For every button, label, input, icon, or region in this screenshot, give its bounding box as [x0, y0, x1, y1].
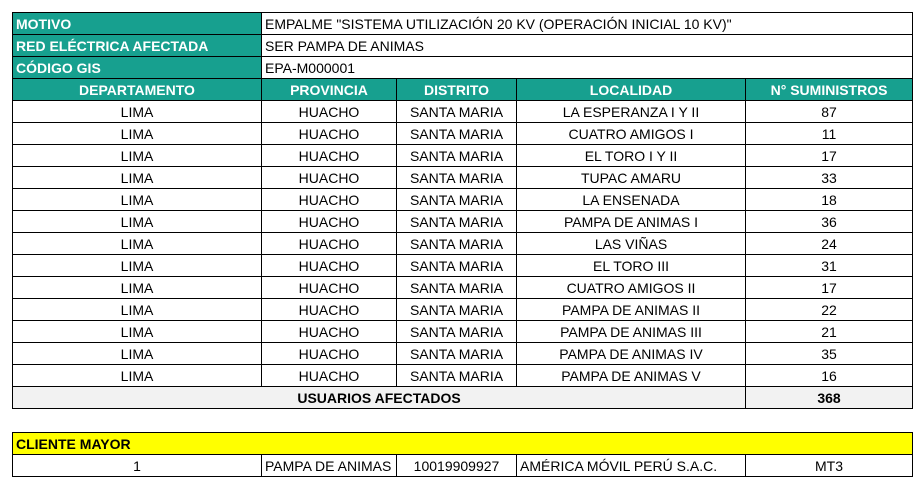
cell-distrito: SANTA MARIA: [397, 167, 517, 189]
cell-provincia: HUACHO: [262, 145, 397, 167]
cell-distrito: SANTA MARIA: [397, 299, 517, 321]
info-row-gis: [13, 57, 913, 79]
cell-distrito: SANTA MARIA: [397, 321, 517, 343]
cell-localidad: EL TORO I Y II: [517, 145, 746, 167]
table-row: [13, 343, 913, 365]
cell-suministros: 17: [746, 145, 913, 167]
cell-provincia: HUACHO: [262, 167, 397, 189]
cell-localidad: LA ESPERANZA I Y II: [517, 101, 746, 123]
cliente-mayor-table: [12, 432, 913, 477]
header-suministros: N° SUMINISTROS: [746, 79, 913, 101]
red-electrica-value: SER PAMPA DE ANIMAS: [262, 35, 913, 57]
cell-suministros: 21: [746, 321, 913, 343]
cell-distrito: SANTA MARIA: [397, 365, 517, 387]
cell-localidad: CUATRO AMIGOS I: [517, 123, 746, 145]
cell-distrito: SANTA MARIA: [397, 211, 517, 233]
cell-localidad: EL TORO III: [517, 255, 746, 277]
total-row: [13, 387, 913, 409]
cell-provincia: HUACHO: [262, 343, 397, 365]
cell-distrito: SANTA MARIA: [397, 233, 517, 255]
cell-departamento: LIMA: [13, 321, 262, 343]
table-row: [13, 189, 913, 211]
cell-provincia: HUACHO: [262, 123, 397, 145]
cell-suministros: 31: [746, 255, 913, 277]
cell-localidad: LAS VIÑAS: [517, 233, 746, 255]
cell-localidad: PAMPA DE ANIMAS I: [517, 211, 746, 233]
cell-provincia: HUACHO: [262, 211, 397, 233]
cell-distrito: SANTA MARIA: [397, 101, 517, 123]
cell-suministros: 33: [746, 167, 913, 189]
cell-departamento: LIMA: [13, 255, 262, 277]
cell-suministros: 36: [746, 211, 913, 233]
cell-departamento: LIMA: [13, 343, 262, 365]
motivo-label: MOTIVO: [13, 13, 262, 35]
cell-departamento: LIMA: [13, 101, 262, 123]
table-row: [13, 101, 913, 123]
header-departamento: DEPARTAMENTO: [13, 79, 262, 101]
column-header-row: [13, 79, 913, 101]
cell-localidad: PAMPA DE ANIMAS IV: [517, 343, 746, 365]
cell-provincia: HUACHO: [262, 189, 397, 211]
cell-provincia: HUACHO: [262, 277, 397, 299]
cell-provincia: HUACHO: [262, 321, 397, 343]
cell-distrito: SANTA MARIA: [397, 123, 517, 145]
cell-departamento: LIMA: [13, 233, 262, 255]
table-row: [13, 233, 913, 255]
table-row: [13, 299, 913, 321]
header-provincia: PROVINCIA: [262, 79, 397, 101]
table-row: [13, 211, 913, 233]
header-localidad: LOCALIDAD: [517, 79, 746, 101]
cell-provincia: HUACHO: [262, 101, 397, 123]
cell-distrito: SANTA MARIA: [397, 189, 517, 211]
cell-provincia: HUACHO: [262, 365, 397, 387]
table-row: [13, 255, 913, 277]
cell-distrito: SANTA MARIA: [397, 343, 517, 365]
motivo-value: EMPALME "SISTEMA UTILIZACIÓN 20 KV (OPERACIÓN INICIAL 10 KV)": [262, 13, 913, 35]
cell-suministros: 24: [746, 233, 913, 255]
cell-localidad: PAMPA DE ANIMAS II: [517, 299, 746, 321]
cell-suministros: 87: [746, 101, 913, 123]
cell-suministros: 35: [746, 343, 913, 365]
cell-localidad: CUATRO AMIGOS II: [517, 277, 746, 299]
cell-provincia: HUACHO: [262, 299, 397, 321]
table-row: [13, 123, 913, 145]
total-value: 368: [746, 387, 913, 409]
cell-suministros: 18: [746, 189, 913, 211]
table-row: [13, 365, 913, 387]
cell-departamento: LIMA: [13, 167, 262, 189]
red-electrica-label: RED ELÉCTRICA AFECTADA: [13, 35, 262, 57]
cell-departamento: LIMA: [13, 365, 262, 387]
cell-suministros: 17: [746, 277, 913, 299]
header-distrito: DISTRITO: [397, 79, 517, 101]
cell-distrito: SANTA MARIA: [397, 145, 517, 167]
total-label: USUARIOS AFECTADOS: [13, 387, 746, 409]
codigo-gis-label: CÓDIGO GIS: [13, 57, 262, 79]
cliente-mayor-title: CLIENTE MAYOR: [13, 433, 913, 455]
cell-departamento: LIMA: [13, 189, 262, 211]
cell-suministros: 11: [746, 123, 913, 145]
cell-localidad: LA ENSENADA: [517, 189, 746, 211]
cell-departamento: LIMA: [13, 277, 262, 299]
table-row: [13, 145, 913, 167]
affected-users-table: [12, 12, 913, 409]
cell-provincia: HUACHO: [262, 255, 397, 277]
cell-departamento: LIMA: [13, 299, 262, 321]
table-row: [13, 321, 913, 343]
cliente-mayor-row: [13, 455, 913, 477]
cell-localidad: PAMPA DE ANIMAS III: [517, 321, 746, 343]
cliente-nombre: AMÉRICA MÓVIL PERÚ S.A.C.: [517, 455, 746, 477]
cell-localidad: TUPAC AMARU: [517, 167, 746, 189]
cell-distrito: SANTA MARIA: [397, 277, 517, 299]
cell-suministros: 16: [746, 365, 913, 387]
info-row-red: [13, 35, 913, 57]
cell-distrito: SANTA MARIA: [397, 255, 517, 277]
codigo-gis-value: EPA-M000001: [262, 57, 913, 79]
info-row-motivo: [13, 13, 913, 35]
table-row: [13, 277, 913, 299]
cliente-tarifa: MT3: [746, 455, 913, 477]
cliente-numero: 1: [13, 455, 262, 477]
cell-suministros: 22: [746, 299, 913, 321]
cell-provincia: HUACHO: [262, 233, 397, 255]
cliente-mayor-header-row: [13, 433, 913, 455]
cell-departamento: LIMA: [13, 211, 262, 233]
cell-departamento: LIMA: [13, 123, 262, 145]
table-row: [13, 167, 913, 189]
cell-departamento: LIMA: [13, 145, 262, 167]
cliente-suministro: 10019909927: [397, 455, 517, 477]
cell-localidad: PAMPA DE ANIMAS V: [517, 365, 746, 387]
cliente-red: PAMPA DE ANIMAS: [262, 455, 397, 477]
